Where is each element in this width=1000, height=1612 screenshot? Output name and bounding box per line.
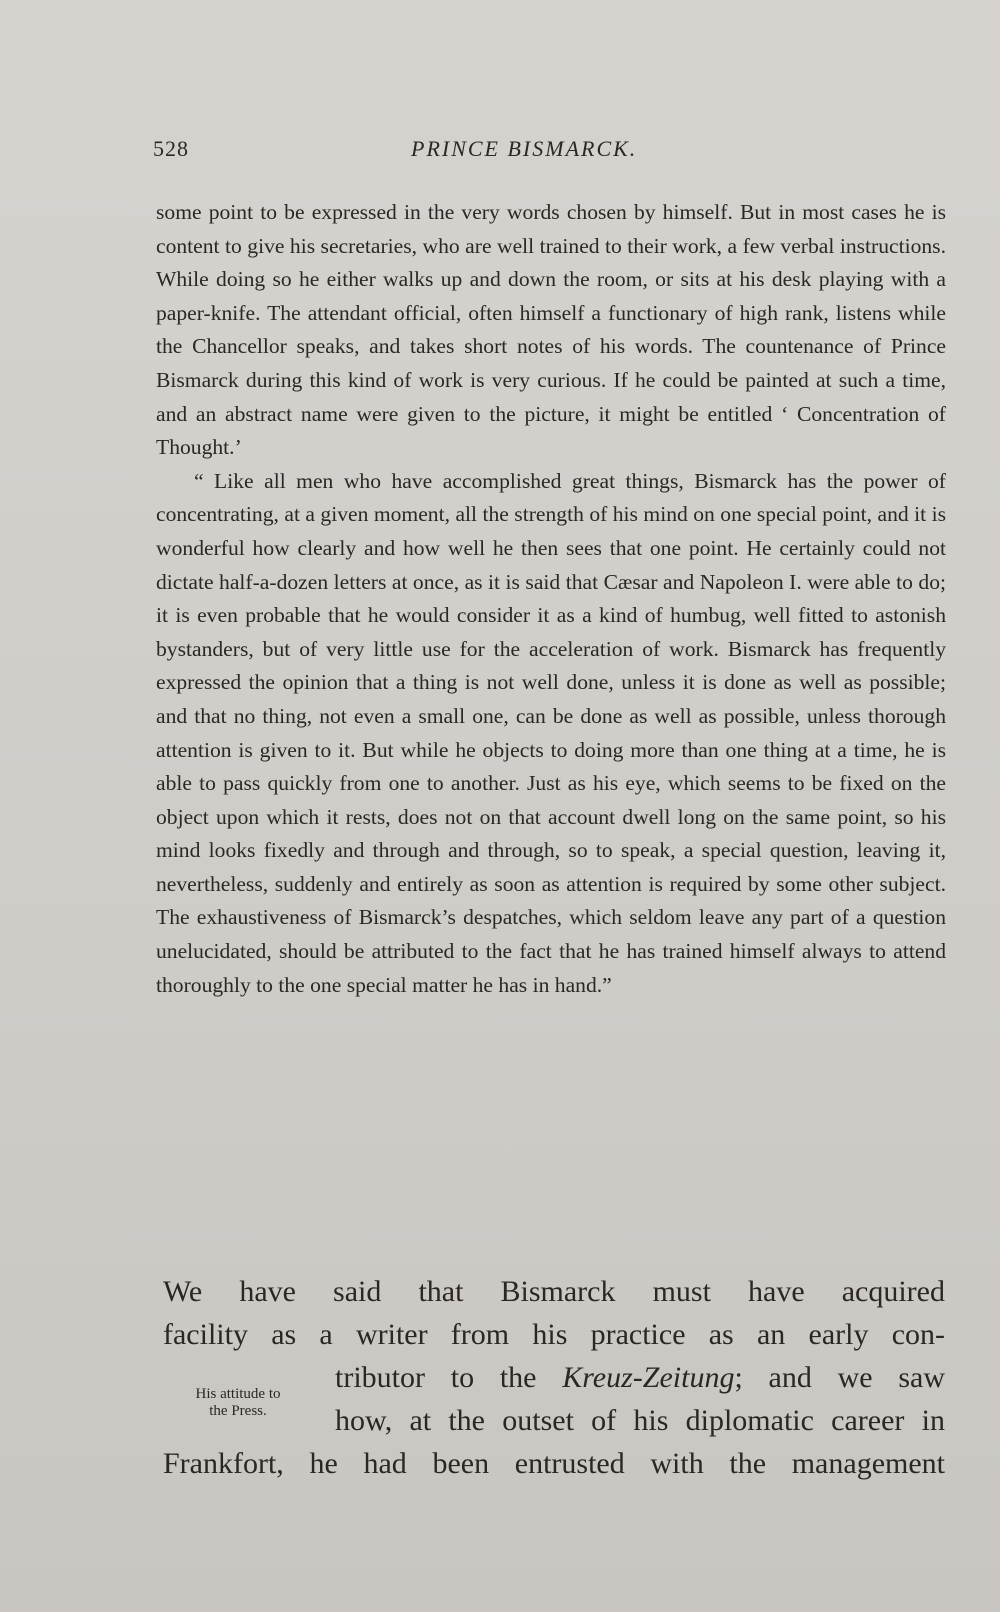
marginal-note-line-1: His attitude to (195, 1386, 281, 1402)
large-line-3-after: ; and we saw (734, 1361, 945, 1394)
newspaper-title: Kreuz-Zeitung (562, 1361, 735, 1394)
large-line-3 (335, 1356, 945, 1399)
large-line-3-before: tributor to the (335, 1361, 563, 1394)
large-type-paragraph (163, 1270, 945, 1485)
page-header (153, 136, 713, 172)
large-line-1: We have said that Bismarck must have acquired (163, 1275, 945, 1308)
marginal-note-line-2: the Press. (209, 1403, 267, 1419)
body-text (156, 196, 946, 1002)
page-number: 528 (153, 136, 189, 161)
paragraph-quotation: “ Like all men who have accomplished great things, Bismarck has the power of concentrating, at a given moment, all the strength of his mind on one special point, and it is wonderful how clearly and how well he then sees that one point. He certainly could not dictate half-a-dozen letters at once, as it is said that Cæsar and Napoleon I. were able to do; it is even probable that he would consider it as a kind of humbug, well fitted to astonish bystanders, but of very little use for the acceleration of work. Bismarck has frequently expressed the opinion that a thing is not well done, unless it is done as well as possible; and that no thing, not even a small one, can be done as well as possible, unless thorough attention is given to it. But while he objects to doing more than one thing at a time, he is able to pass quickly from one to another. Just as his eye, which seems to be fixed on the object upon which it rests, does not on that account dwell long on the same point, so his mind looks fixedly and through and through, so to speak, a special question, leaving it, nevertheless, suddenly and entirely as soon as attention is required by some other subject. The exhaustiveness of Bismarck’s despatches, which seldom leave any part of a question unelucidated, should be attributed to the fact that he has trained himself always to attend thoroughly to the one special matter he has in hand.” (156, 468, 946, 997)
running-title: PRINCE BISMARCK. (411, 136, 638, 161)
large-line-4: how, at the outset of his diplomatic career in (335, 1404, 945, 1437)
marginal-note (163, 1386, 313, 1420)
large-line-2: facility as a writer from his practice as an early con- (163, 1318, 945, 1351)
paragraph-continued: some point to be expressed in the very words chosen by himself. But in most cases he is content to give his secretaries, who are well trained to their work, a few verbal instructions. While doing so he either walks up and down the room, or sits at his desk playing with a paper-knife. The attendant official, often himself a functionary of high rank, listens while the Chancellor speaks, and takes short notes of his words. The countenance of Prince Bismarck during this kind of work is very curious. If he could be painted at such a time, and an abstract name were given to the picture, it might be entitled ‘ Concentration of Thought.’ (156, 200, 946, 460)
large-line-5: Frankfort, he had been entrusted with the management (163, 1447, 945, 1480)
